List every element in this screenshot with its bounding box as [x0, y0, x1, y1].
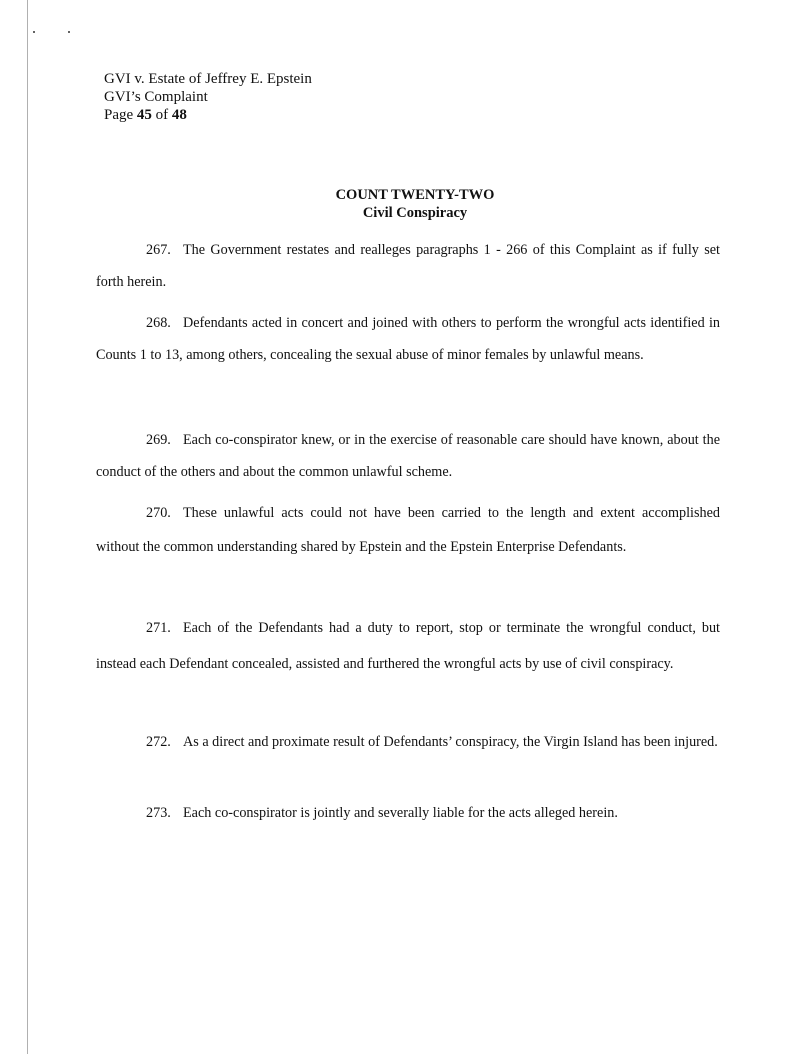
- document-header: [104, 70, 312, 124]
- page-indicator: [104, 106, 312, 124]
- page-prefix: Page: [104, 107, 137, 123]
- paragraph-number: 271.: [146, 620, 171, 636]
- scan-speck: [68, 31, 70, 33]
- paragraph-text: Defendants acted in concert and joined with others to perform the wrongful acts identified in Counts 1 to 13, among others, concealing the sexual abuse of minor females by unlawful means.: [96, 315, 720, 363]
- paragraph-number: 269.: [146, 432, 171, 448]
- paragraph-text: Each co-conspirator is jointly and severally liable for the acts alleged herein.: [183, 805, 618, 821]
- count-heading: [0, 186, 812, 222]
- paragraph-267: [96, 234, 720, 298]
- paragraph-268: [96, 307, 720, 371]
- page-total: 48: [171, 107, 187, 123]
- paragraph-number: 267.: [146, 242, 171, 258]
- page-current: 45: [136, 107, 152, 123]
- count-title: COUNT TWENTY-TWO: [335, 187, 495, 203]
- paragraph-text: The Government restates and realleges paragraphs 1 - 266 of this Complaint as if fully set forth herein.: [96, 242, 720, 290]
- page-of: of: [151, 107, 172, 123]
- paragraph-270: [96, 496, 720, 564]
- count-subtitle: Civil Conspiracy: [362, 205, 468, 221]
- paragraph-269: [96, 424, 720, 488]
- paragraph-number: 273.: [146, 805, 171, 821]
- scan-speck: [33, 31, 35, 33]
- paragraph-text: As a direct and proximate result of Defendants’ conspiracy, the Virgin Island has been injured.: [183, 734, 718, 750]
- paragraph-272: [96, 726, 720, 759]
- paragraph-271: [96, 610, 720, 682]
- paragraph-number: 272.: [146, 734, 171, 750]
- case-caption: GVI v. Estate of Jeffrey E. Epstein: [104, 71, 312, 87]
- scan-edge-line: [27, 0, 28, 1054]
- paragraph-text: These unlawful acts could not have been carried to the length and extent accomplished without the common understanding shared by Epstein and the Epstein Enterprise Defendants.: [96, 505, 720, 555]
- paragraph-273: [96, 798, 720, 828]
- paragraph-number: 268.: [146, 315, 171, 331]
- paragraph-text: Each of the Defendants had a duty to report, stop or terminate the wrongful conduct, but instead each Defendant concealed, assisted and furthered the wrongful acts by use of civil conspiracy.: [96, 620, 720, 672]
- document-title: GVI’s Complaint: [104, 89, 208, 105]
- paragraph-number: 270.: [146, 505, 171, 521]
- paragraph-text: Each co-conspirator knew, or in the exercise of reasonable care should have known, about the conduct of the others and about the common unlawful scheme.: [96, 432, 720, 480]
